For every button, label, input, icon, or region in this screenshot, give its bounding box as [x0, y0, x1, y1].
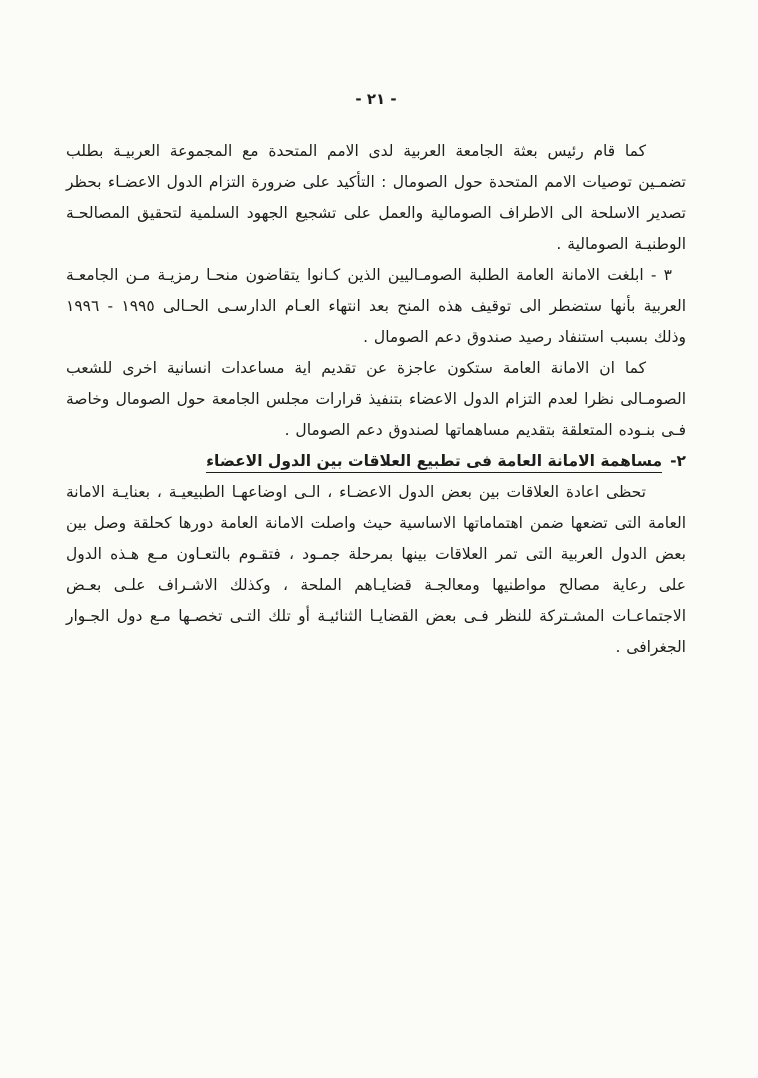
section-heading — [66, 446, 686, 477]
section-heading-title: مساهمة الامانة العامة فى تطبيع العلاقات بين الدول الاعضاء — [206, 452, 662, 473]
paragraph-relations: تحظى اعادة العلاقات بين بعض الدول الاعضـاء ، الـى اوضاعهـا الطبيعيـة ، بعنايـة الامانة العامة التى تضعها ضمن اهتماماتها الاساسية حيث واصلت الامانة العامة دورها كحلقة وصل بين بعض الدول العربية التى تمر العلاقات بينها بمرحلة جمـود ، فتقـوم بالتعـاون مـع هـذه الدول على رعاية مصالح مواطنيها ومعالجـة قضايـاهم الملحة ، وكذلك الاشـراف علـى بعـض الاجتماعـات المشـتركة للنظر فـى بعض القضايـا الثنائيـة أو تلك التـى تخصـها مـع دول الجـوار الجغرافى . — [66, 483, 686, 656]
document-body — [66, 136, 686, 663]
page-number: - ٢١ - — [355, 90, 397, 108]
paragraph-student-grants: ٣ - ابلغت الامانة العامة الطلبة الصومـاليين الذين كـانوا يتقاضون منحـا رمزيـة مـن الجامعـة العربية بأنها ستضطر الى توقيف هذه المنح بعد انتهاء العـام الدارسـى الحـالى ١٩٩٥ - ١٩٩٦ وذلك بسبب استنفاد رصيد صندوق دعم الصومال . — [66, 266, 687, 346]
section-heading-number: ٢- — [670, 452, 686, 470]
paragraph-assistance: كما ان الامانة العامة ستكون عاجزة عن تقديم اية مساعدات انسانية اخرى للشعب الصومـالى نظرا لعدم التزام الدول الاعضاء بتنفيذ قرارات مجلس الجامعة حول الصومال وخاصة فـى بنـوده المتعلقة بتقديم مساهماتها لصندوق دعم الصومال . — [66, 359, 686, 439]
paragraph-un-mission: كما قام رئيس بعثة الجامعة العربية لدى الامم المتحدة مع المجموعة العربيـة بطلب تضمـين توصيات الامم المتحدة حول الصومال : التأكيد على ضرورة التزام الدول الاعضـاء بحظر تصدير الاسلحة الى الاطراف الصومالية والعمل على تشجيع الجهود السلمية لتحقيق المصالحـة الوطنيـة الصومالية . — [66, 142, 686, 253]
